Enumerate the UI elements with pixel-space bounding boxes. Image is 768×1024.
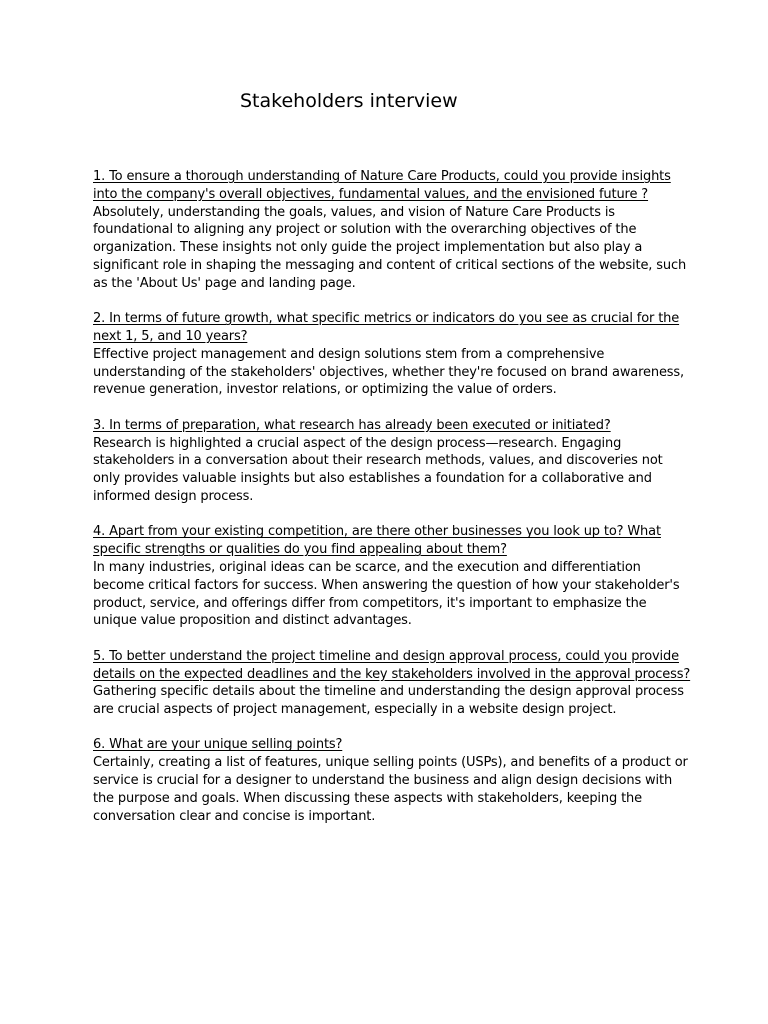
qa-item-3	[93, 417, 693, 506]
answer-3: Research is highlighted a crucial aspect of the design process—research. Engaging stakeholders in a conversation about their research methods, values, and discoveries not only provides valuable insights but also establishes a foundation for a collaborative and informed design process.	[93, 435, 663, 504]
document-title: Stakeholders interview	[240, 90, 458, 112]
qa-item-6	[93, 736, 693, 825]
interview-content	[93, 168, 693, 843]
answer-4: In many industries, original ideas can be scarce, and the execution and differentiation become critical factors for success. When answering the question of how your stakeholder's product, service, and offerings differ from competitors, it's important to emphasize the unique value proposition and distinct advantages.	[93, 559, 680, 629]
question-6: 6. What are your unique selling points?	[93, 737, 343, 753]
qa-item-2	[93, 310, 693, 399]
answer-5: Gathering specific details about the timeline and understanding the design approval process are crucial aspects of project management, especially in a website design project.	[93, 684, 684, 718]
question-1: 1. To ensure a thorough understanding of Nature Care Products, could you provide insights into the company's overall objectives, fundamental values, and the envisioned future ?	[93, 169, 671, 202]
answer-1: Absolutely, understanding the goals, values, and vision of Nature Care Products is foundational to aligning any project or solution with the overarching objectives of the organization. These insights not only guide the project implementation but also play a significant role in shaping the messaging and content of critical sections of the website, such as the 'About Us' page and landing page.	[93, 204, 687, 291]
qa-item-1	[93, 168, 693, 293]
answer-2: Effective project management and design solutions stem from a comprehensive understanding of the stakeholders' objectives, whether they're focused on brand awareness, revenue generation, investor relations, or optimizing the value of orders.	[93, 346, 685, 398]
qa-item-5	[93, 648, 693, 719]
question-4: 4. Apart from your existing competition, are there other businesses you look up to? What specific strengths or qualities do you find appealing about them?	[93, 524, 661, 558]
question-3: 3. In terms of preparation, what research has already been executed or initiated?	[93, 417, 611, 433]
question-5: 5. To better understand the project timeline and design approval process, could you provide details on the expected deadlines and the key stakeholders involved in the approval process?	[93, 648, 691, 682]
answer-6: Certainly, creating a list of features, unique selling points (USPs), and benefits of a product or service is crucial for a designer to understand the business and align design decisions with the purpose and goals. When discussing these aspects with stakeholders, keeping the conversation clear and concise is important.	[93, 755, 688, 824]
question-2: 2. In terms of future growth, what specific metrics or indicators do you see as crucial for the next 1, 5, and 10 years?	[93, 311, 680, 344]
qa-item-4	[93, 523, 693, 630]
